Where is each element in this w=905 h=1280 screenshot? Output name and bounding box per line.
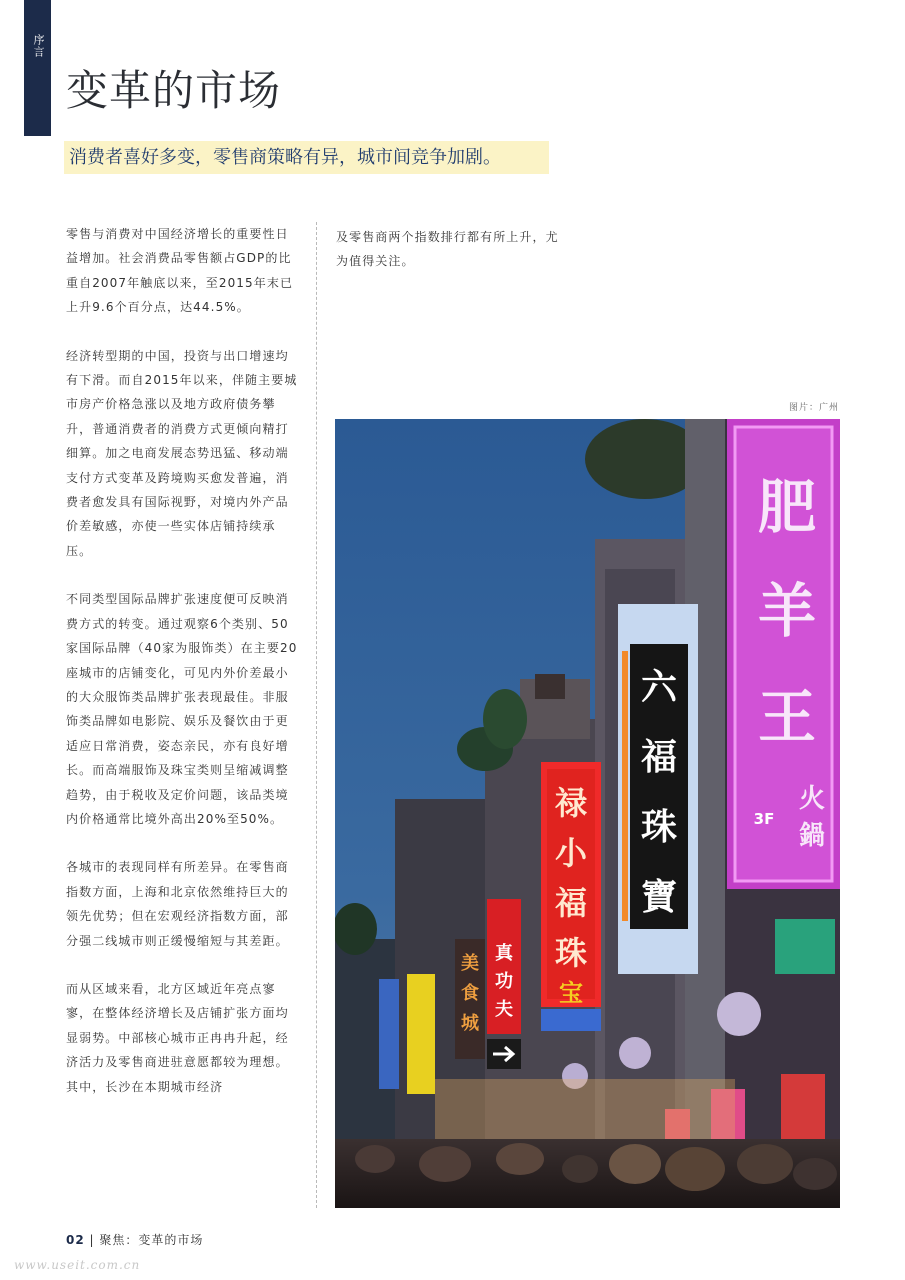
footer-separator: | xyxy=(84,1233,100,1247)
page-subtitle: 消费者喜好多变，零售商策略有异，城市间竞争加剧。 xyxy=(64,141,549,174)
sign-text: 王 xyxy=(757,683,817,751)
sign-text: 珠 xyxy=(554,934,588,972)
sign-text: 寶 xyxy=(640,877,678,918)
paragraph: 零售与消费对中国经济增长的重要性日益增加。社会消费品零售额占GDP的比重自2007年触底以来，至2015年末已上升9.6个百分点，达44.5%。 xyxy=(66,227,294,315)
street-photo xyxy=(335,419,840,1208)
sign-text: 3F xyxy=(753,810,775,828)
watermark: www.useit.com.cn xyxy=(14,1258,141,1272)
sign-text: 羊 xyxy=(757,577,817,645)
paragraph: 各城市的表现同样有所差异。在零售商指数方面，上海和北京依然维持巨大的领先优势；但在宏观经济指数方面，部分强二线城市则正缓慢缩短与其差距。 xyxy=(66,860,289,948)
sign-text: 珠 xyxy=(640,807,678,848)
sign-text: 城 xyxy=(461,1013,479,1034)
sign-text: 食 xyxy=(461,983,479,1004)
paragraph: 经济转型期的中国，投资与出口增速均有下滑。而自2015年以来，伴随主要城市房产价格急涨以及地方政府债务攀升，普通消费者的消费方式更倾向精打细算。加之电商发展态势迅猛、移动端支付方式变革及跨境购买愈发普遍，消费者愈发具有国际视野，对境内外产品价差敏感，亦使一些实体店铺持续承压。 xyxy=(66,348,298,558)
sign-text: 功 xyxy=(495,971,513,992)
sign-text: 真 xyxy=(495,943,513,964)
left-column xyxy=(66,222,298,1123)
section-tab-label: 序言 xyxy=(32,34,45,58)
right-column xyxy=(336,225,566,298)
sign-text: 六 xyxy=(640,667,678,708)
paragraph: 而从区域来看，北方区域近年亮点寥寥，在整体经济增长及店铺扩张方面均显弱势。中部核心城市正冉冉升起，经济活力及零售商进驻意愿都较为理想。其中，长沙在本期城市经济 xyxy=(66,981,289,1094)
sign-text: 肥 xyxy=(757,473,817,541)
sign-text: 宝 xyxy=(559,979,583,1007)
sign-text: 小 xyxy=(554,834,588,872)
sign-text: 福 xyxy=(640,737,678,778)
footer-text: 聚焦：变革的市场 xyxy=(99,1233,204,1247)
sign-text: 夫 xyxy=(495,999,513,1020)
page-footer xyxy=(66,1231,203,1248)
paragraph: 及零售商两个指数排行都有所上升，尤为值得关注。 xyxy=(336,230,559,269)
sign-text: 火 xyxy=(798,784,826,814)
page-title: 变革的市场 xyxy=(66,66,282,115)
paragraph: 不同类型国际品牌扩张速度便可反映消费方式的转变。通过观察6个类别、50家国际品牌（40家为服饰类）在主要20座城市的店铺变化，可见内外价差最小的大众服饰类品牌扩张表现最佳。非服饰类品牌如电影院、娱乐及餐饮由于更适应日常消费，姿态亲民，亦有良好增长。而高端服饰及珠宝类则呈缩减调整趋势，由于税收及定价问题，该品类境内价格通常比境外高出20%至50%。 xyxy=(66,592,298,826)
sign-text: 鍋 xyxy=(798,821,826,851)
column-divider xyxy=(316,222,317,1208)
page-number: 02 xyxy=(66,1233,85,1247)
section-tab xyxy=(24,0,51,136)
sign-text: 禄 xyxy=(554,784,588,822)
image-caption: 图片：广州 xyxy=(788,403,839,413)
sign-text: 美 xyxy=(461,953,479,974)
sign-text: 福 xyxy=(554,884,588,922)
